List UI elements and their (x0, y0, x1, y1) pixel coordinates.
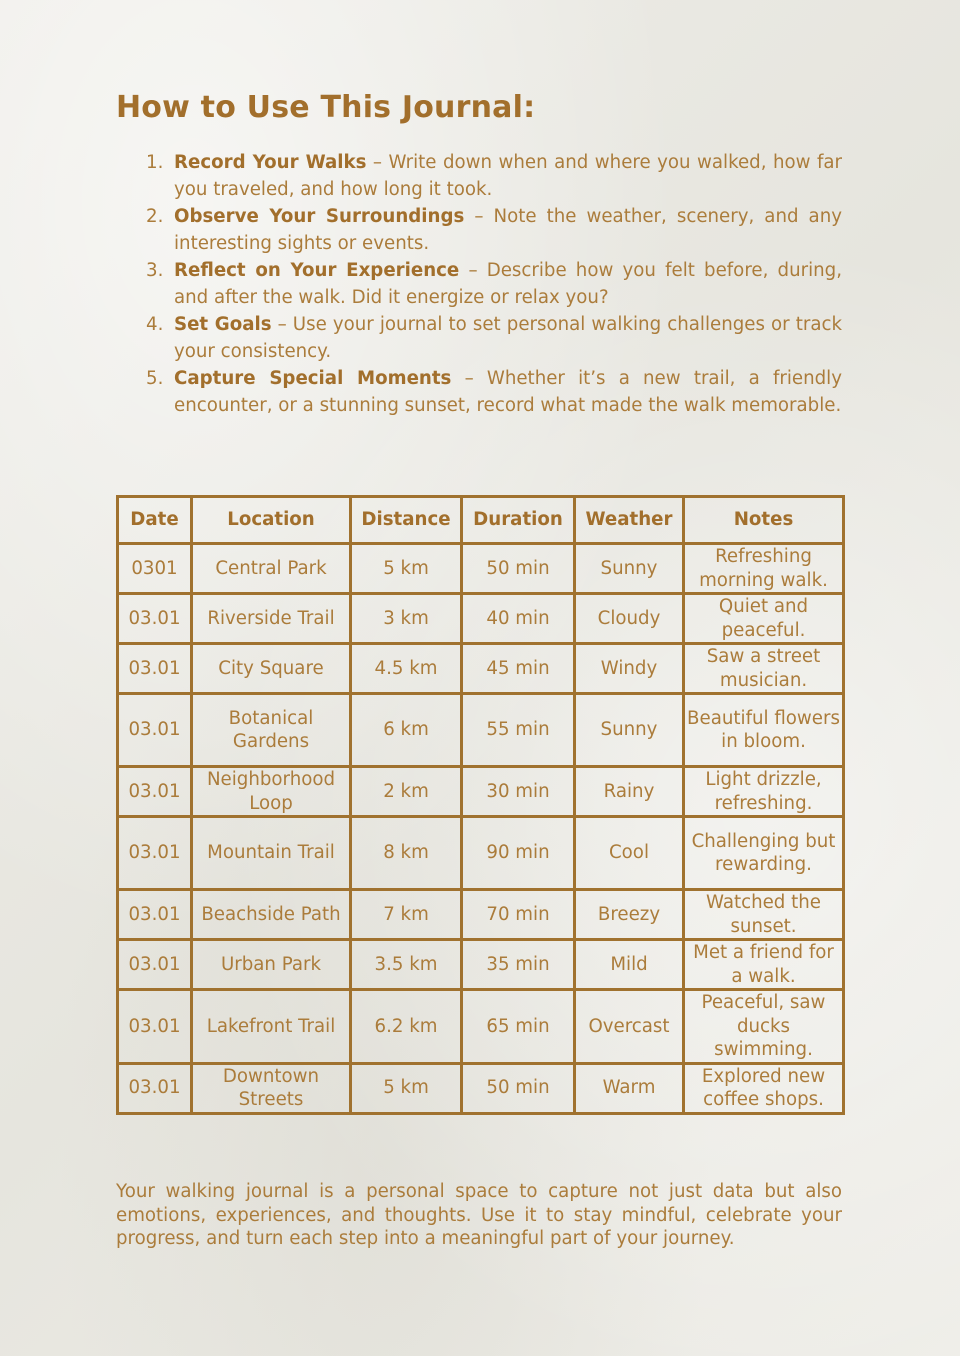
cell-duration: 40 min (462, 594, 575, 644)
cell-distance: 6 km (351, 694, 462, 767)
page-title: How to Use This Journal: (116, 90, 536, 125)
column-header-duration: Duration (462, 497, 575, 544)
cell-notes: Refreshing morning walk. (684, 544, 844, 594)
cell-location: Downtown Streets (192, 1063, 351, 1113)
instruction-text: – Note the weather, scenery, and any interesting sights or events. (174, 206, 842, 254)
column-header-date: Date (118, 497, 192, 544)
cell-weather: Overcast (575, 990, 684, 1064)
cell-location: Riverside Trail (192, 594, 351, 644)
cell-notes: Watched the sunset. (684, 890, 844, 940)
cell-distance: 7 km (351, 890, 462, 940)
instruction-item: 4. Set Goals – Use your journal to set personal walking challenges or track your consistency. (146, 314, 842, 362)
instruction-title: Observe Your Surroundings (174, 206, 465, 227)
cell-location: Beachside Path (192, 890, 351, 940)
cell-weather: Windy (575, 644, 684, 694)
instruction-item: 5. Capture Special Moments – Whether it’s a new trail, a friendly encounter, or a stunning sunset, record what made the walk memorable. (146, 368, 842, 416)
cell-weather: Mild (575, 940, 684, 990)
cell-weather: Sunny (575, 544, 684, 594)
cell-date: 03.01 (118, 767, 192, 817)
cell-weather: Cloudy (575, 594, 684, 644)
cell-date: 03.01 (118, 990, 192, 1064)
instruction-title: Record Your Walks (174, 152, 367, 173)
cell-duration: 50 min (462, 544, 575, 594)
cell-distance: 2 km (351, 767, 462, 817)
cell-date: 03.01 (118, 694, 192, 767)
table-row (118, 767, 844, 817)
cell-notes: Met a friend for a walk. (684, 940, 844, 990)
column-header-weather: Weather (575, 497, 684, 544)
instruction-item: 3. Reflect on Your Experience – Describe how you felt before, during, and after the walk. Did it energize or relax you? (146, 260, 842, 308)
cell-notes: Peaceful, saw ducks swimming. (684, 990, 844, 1064)
instructions-list (116, 149, 842, 419)
table-row (118, 1063, 844, 1113)
instruction-text: – Use your journal to set personal walking challenges or track your consistency. (174, 314, 842, 362)
column-header-notes: Notes (684, 497, 844, 544)
cell-location: Mountain Trail (192, 817, 351, 890)
cell-date: 03.01 (118, 1063, 192, 1113)
cell-date: 03.01 (118, 890, 192, 940)
cell-duration: 30 min (462, 767, 575, 817)
cell-notes: Quiet and peaceful. (684, 594, 844, 644)
cell-distance: 5 km (351, 544, 462, 594)
cell-location: Urban Park (192, 940, 351, 990)
cell-distance: 3.5 km (351, 940, 462, 990)
cell-distance: 4.5 km (351, 644, 462, 694)
cell-weather: Breezy (575, 890, 684, 940)
cell-duration: 45 min (462, 644, 575, 694)
cell-date: 03.01 (118, 817, 192, 890)
instruction-title: Reflect on Your Experience (174, 260, 460, 281)
instruction-item: 1. Record Your Walks – Write down when and where you walked, how far you traveled, and how long it took. (146, 152, 842, 200)
instruction-title: Set Goals (174, 314, 272, 335)
cell-distance: 5 km (351, 1063, 462, 1113)
cell-notes: Saw a street musician. (684, 644, 844, 694)
table-row (118, 594, 844, 644)
cell-notes: Beautiful flowers in bloom. (684, 694, 844, 767)
cell-duration: 50 min (462, 1063, 575, 1113)
cell-duration: 35 min (462, 940, 575, 990)
cell-date: 03.01 (118, 644, 192, 694)
cell-date: 03.01 (118, 940, 192, 990)
table-row (118, 694, 844, 767)
table-row (118, 990, 844, 1064)
closing-paragraph: Your walking journal is a personal space to capture not just data but also emotions, experiences, and thoughts. Use it to stay mindful, celebrate your progress, and turn each step into a meaningful part of your journey. (116, 1181, 842, 1249)
cell-notes: Light drizzle, refreshing. (684, 767, 844, 817)
cell-duration: 65 min (462, 990, 575, 1064)
table-header-row (118, 497, 844, 544)
table-row (118, 817, 844, 890)
cell-duration: 55 min (462, 694, 575, 767)
column-header-distance: Distance (351, 497, 462, 544)
table-row (118, 940, 844, 990)
cell-location: City Square (192, 644, 351, 694)
instruction-item: 2. Observe Your Surroundings – Note the weather, scenery, and any interesting sights or events. (146, 206, 842, 254)
table-row (118, 544, 844, 594)
cell-weather: Cool (575, 817, 684, 890)
cell-location: Central Park (192, 544, 351, 594)
instruction-text: – Describe how you felt before, during, and after the walk. Did it energize or relax you? (174, 260, 842, 308)
cell-date: 03.01 (118, 594, 192, 644)
cell-distance: 8 km (351, 817, 462, 890)
instruction-text: – Whether it’s a new trail, a friendly encounter, or a stunning sunset, record what made the walk memorable. (174, 368, 842, 416)
walk-log-table (116, 495, 845, 1115)
table-row (118, 890, 844, 940)
cell-location: Lakefront Trail (192, 990, 351, 1064)
cell-duration: 90 min (462, 817, 575, 890)
cell-distance: 6.2 km (351, 990, 462, 1064)
column-header-location: Location (192, 497, 351, 544)
table-row (118, 644, 844, 694)
cell-notes: Challenging but rewarding. (684, 817, 844, 890)
cell-duration: 70 min (462, 890, 575, 940)
cell-notes: Explored new coffee shops. (684, 1063, 844, 1113)
instruction-text: – Write down when and where you walked, how far you traveled, and how long it took. (174, 152, 842, 200)
cell-date: 0301 (118, 544, 192, 594)
cell-distance: 3 km (351, 594, 462, 644)
instruction-title: Capture Special Moments (174, 368, 452, 389)
cell-weather: Sunny (575, 694, 684, 767)
cell-weather: Warm (575, 1063, 684, 1113)
cell-location: Neighborhood Loop (192, 767, 351, 817)
cell-weather: Rainy (575, 767, 684, 817)
cell-location: Botanical Gardens (192, 694, 351, 767)
